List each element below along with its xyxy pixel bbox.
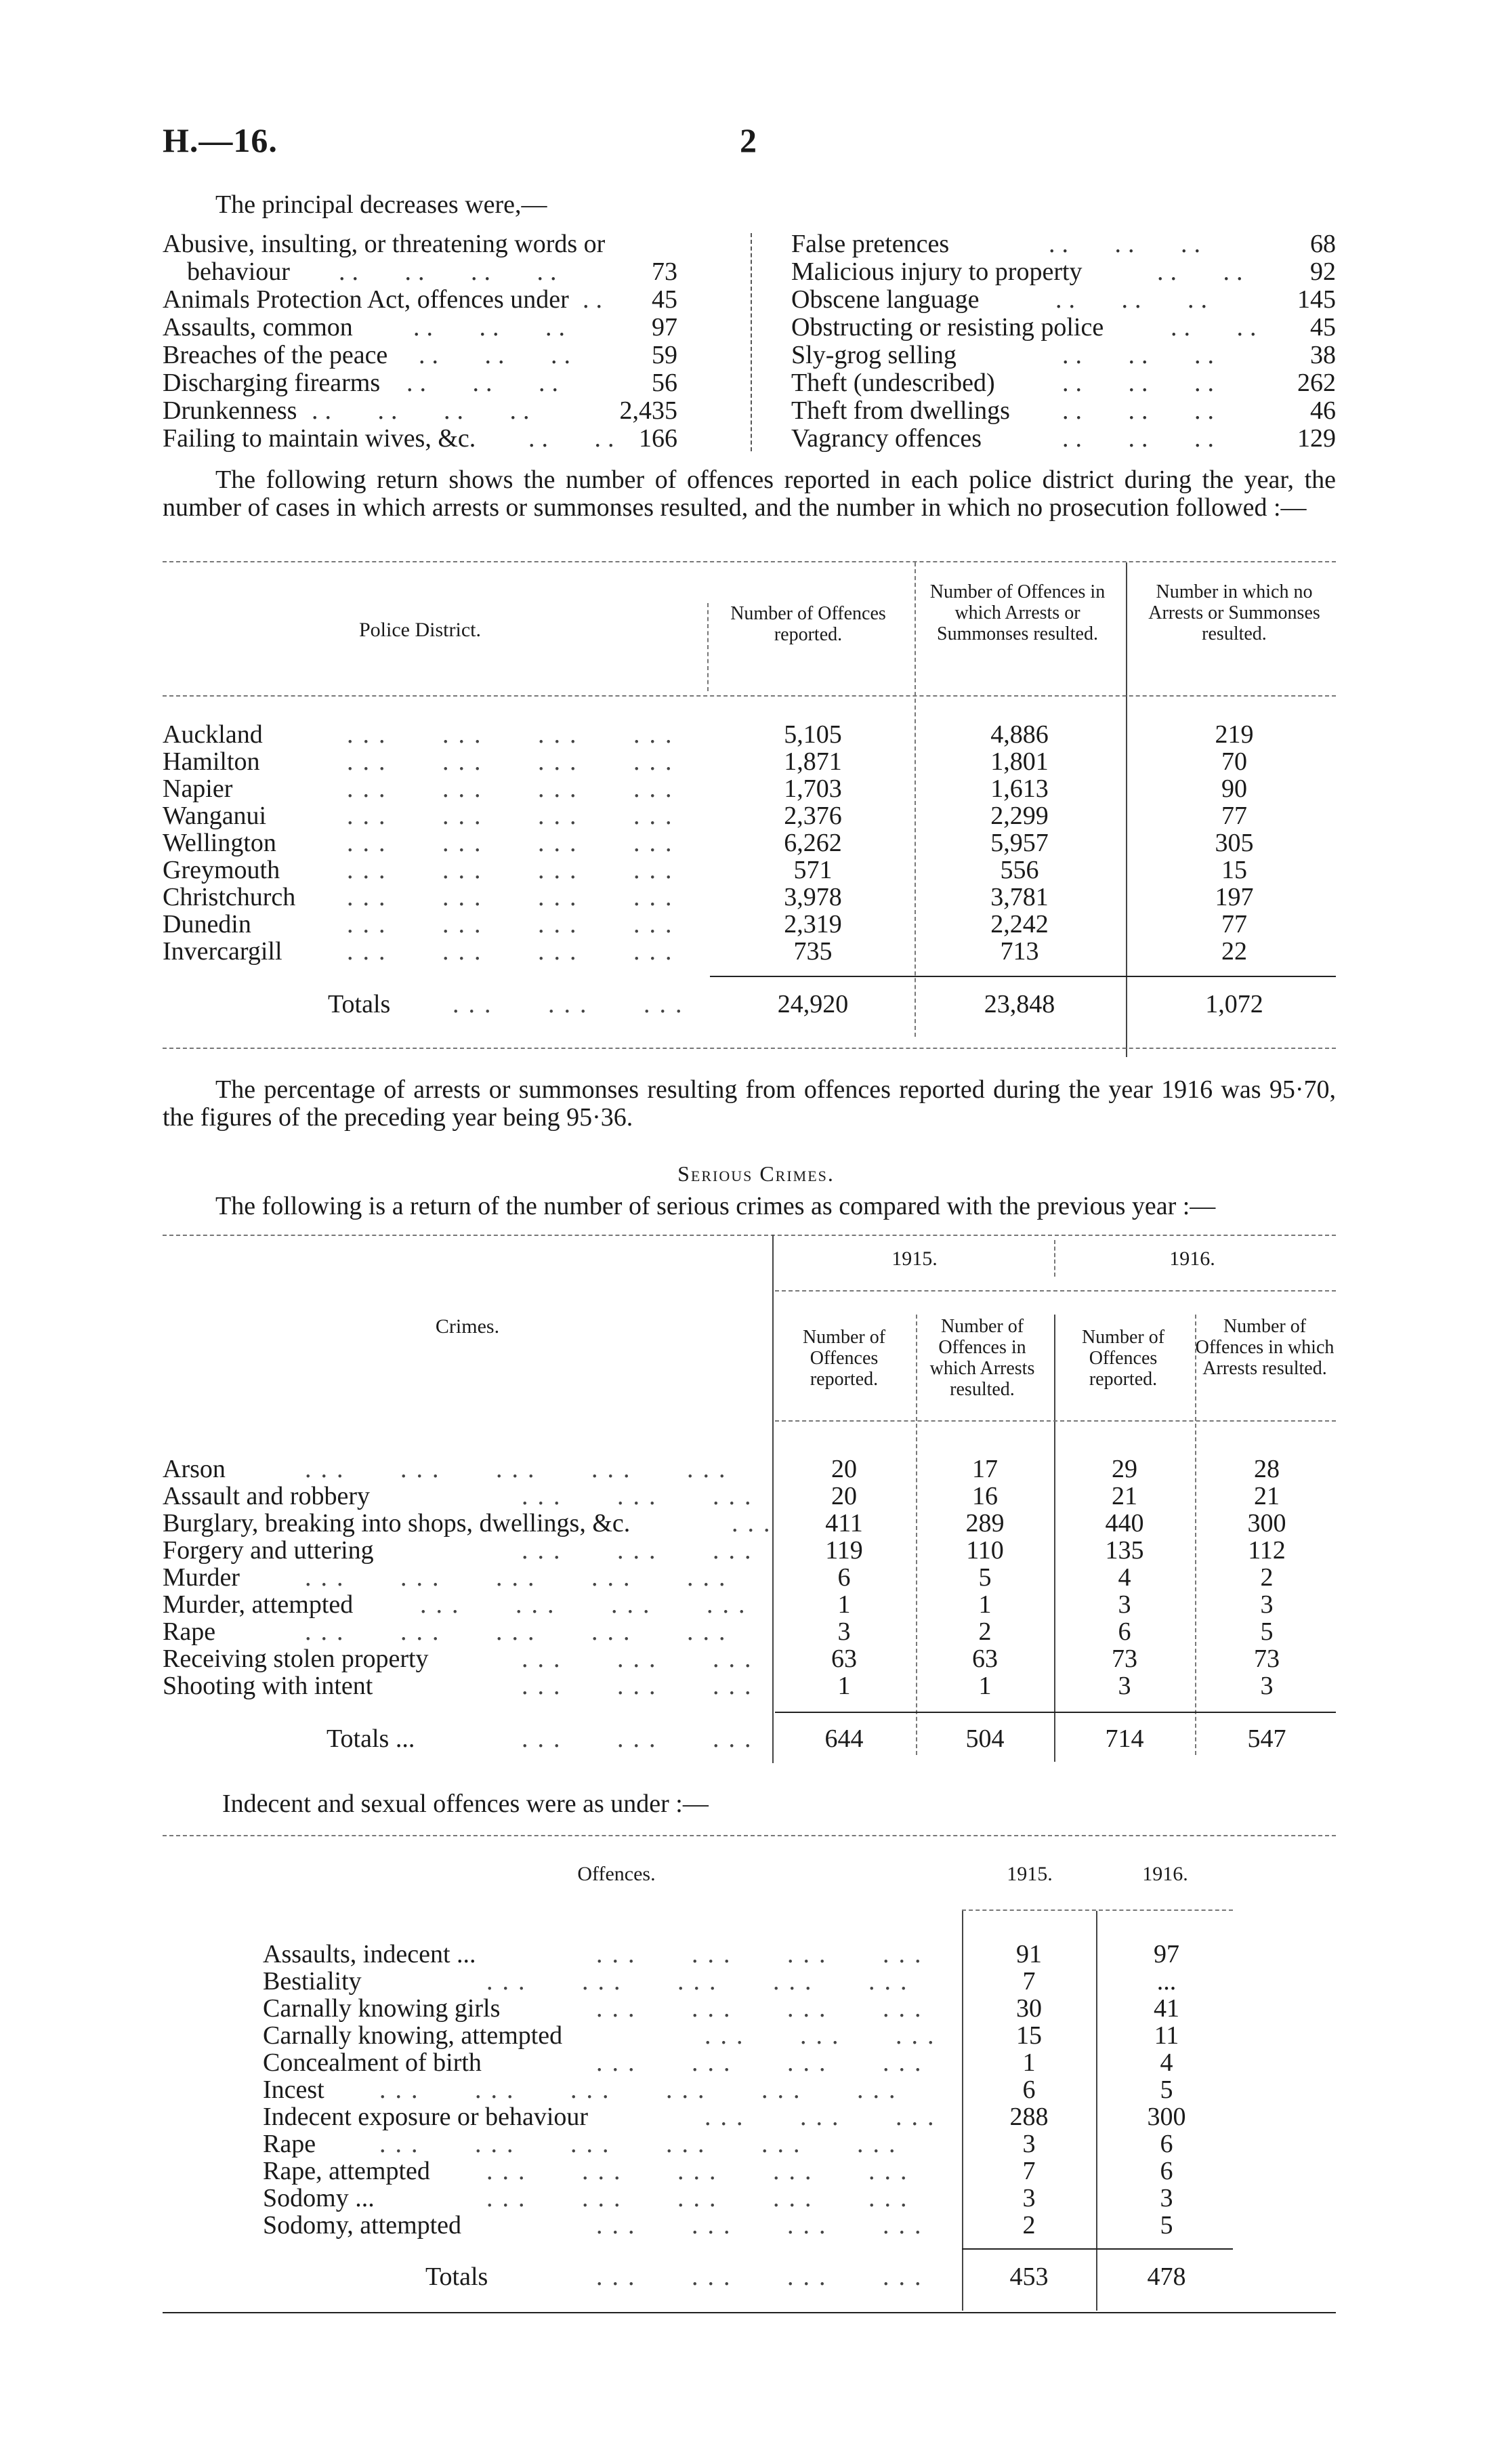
header-arrests-resulted: Number of Offences in which Arrests or Summonses resulted. (929, 581, 1106, 644)
cell-1915-reported: 1 (837, 1672, 851, 1700)
cell-1916-arrests: 73 (1254, 1645, 1280, 1673)
header-offences: Offences. (577, 1863, 656, 1885)
district-name: Auckland (163, 720, 263, 749)
cell-1915-arrests: 289 (965, 1509, 1005, 1537)
totals-label: Totals ... (327, 1725, 415, 1753)
decrease-item: Malicious injury to property .. .. 92 (791, 257, 1336, 286)
total-no-arrests: 1,072 (1205, 990, 1263, 1018)
cell-reported: 571 (793, 856, 833, 884)
district-name: Wanganui (163, 802, 267, 830)
decrease-label: Abusive, insulting, or threatening words or (163, 230, 606, 258)
district-table: Police District. Number of Offences reported. Number of Offences in which Arrests or Summonses resulted. Number in which no Arrests or Summonses resulted. Auckland ... ... ... ... 5,105 4,886 219 Hamilton ... ... ... ... 1,871 1,801 70 Napier ... ... ... ... 1,703 1,613 90 Wanganui ... ... ... ... 2,376 2,299 77 Wellington ... ... ... ... 6,262 5,957 305 Greymouth ... ... ... ... 571 556 15 Christchurch ... ... ... ... 3,978 3,781 197 Dunedin ... ... ... ... 2,319 2,242 77 Invercargill ... ... ... ... 735 713 22 Totals ... ... ... 24,920 23,848 1,072 (0, 0, 1512, 1071)
cell-1915-reported: 1 (837, 1590, 851, 1619)
cell-1916: 5 (1160, 2076, 1173, 2104)
cell-1916: 4 (1160, 2048, 1173, 2077)
decrease-item: Theft (undescribed) .. .. .. 262 (791, 369, 1336, 397)
offence-name: Rape (263, 2130, 316, 2158)
cell-1916-arrests: 300 (1247, 1509, 1286, 1537)
cell-no-arrests: 90 (1221, 775, 1247, 803)
decrease-item: False pretences .. .. .. 68 (791, 230, 1336, 258)
crime-name: Arson (163, 1455, 226, 1483)
cell-1916: 5 (1160, 2211, 1173, 2239)
total-1916: 478 (1147, 2263, 1186, 2291)
cell-1915-arrests: 1 (978, 1590, 992, 1619)
decrease-label: Theft from dwellings (791, 396, 1010, 425)
cell-1915: 3 (1022, 2184, 1036, 2212)
cell-1916: 300 (1147, 2103, 1186, 2131)
cell-no-arrests: 77 (1221, 910, 1247, 938)
cell-1915-reported: 3 (837, 1617, 851, 1646)
cell-arrests: 2,242 (990, 910, 1049, 938)
decrease-item: Drunkenness .. .. .. .. 2,435 (163, 396, 677, 425)
header-year-1915: 1915. (891, 1247, 938, 1270)
decrease-item: Vagrancy offences .. .. .. 129 (791, 424, 1336, 453)
cell-arrests: 1,801 (990, 747, 1049, 776)
cell-1915: 30 (1016, 1994, 1042, 2023)
decrease-label: Breaches of the peace (163, 341, 388, 369)
cell-1915-arrests: 1 (978, 1672, 992, 1700)
decrease-value: 145 (1297, 285, 1336, 314)
cell-1915: 7 (1022, 1967, 1036, 1996)
cell-1915: 7 (1022, 2157, 1036, 2185)
cell-1915-reported: 20 (831, 1482, 857, 1510)
district-name: Napier (163, 775, 233, 803)
decrease-label: behaviour (187, 257, 290, 286)
header-police-district: Police District. (359, 619, 481, 641)
cell-1916-reported: 73 (1112, 1645, 1137, 1673)
offence-name: Indecent exposure or behaviour (263, 2103, 589, 2131)
cell-1916-arrests: 112 (1248, 1536, 1286, 1565)
cell-no-arrests: 70 (1221, 747, 1247, 776)
cell-reported: 1,871 (784, 747, 842, 776)
cell-arrests: 2,299 (990, 802, 1049, 830)
cell-arrests: 5,957 (990, 829, 1049, 857)
total-arrests: 23,848 (984, 990, 1055, 1018)
cell-1916: 6 (1160, 2130, 1173, 2158)
page-number: 2 (740, 121, 757, 159)
cell-1915-reported: 411 (825, 1509, 863, 1537)
serious-intro: The following is a return of the number of serious crimes as compared with the previous year :— (215, 1192, 1216, 1220)
cell-reported: 2,319 (784, 910, 842, 938)
header-year-1916: 1916. (1169, 1247, 1215, 1270)
header-1915-arrests: Number of Offences in which Arrests resulted. (929, 1316, 1035, 1400)
offence-name: Rape, attempted (263, 2157, 430, 2185)
decrease-label: Failing to maintain wives, &c. (163, 424, 476, 453)
cell-no-arrests: 197 (1215, 883, 1254, 911)
decrease-value: 45 (652, 285, 677, 314)
decrease-item: Obstructing or resisting police .. .. 45 (791, 313, 1336, 342)
cell-1916-reported: 440 (1105, 1509, 1144, 1537)
header-year-1916: 1916. (1142, 1863, 1188, 1885)
cell-1915: 288 (1009, 2103, 1049, 2131)
percentage-text: The percentage of arrests or summonses resulting from offences reported during the year 1916 was 95·70, the figures of the preceding year being 95·36. (163, 1075, 1336, 1132)
crime-name: Receiving stolen property (163, 1645, 429, 1673)
cell-1916-arrests: 28 (1254, 1455, 1280, 1483)
crime-name: Burglary, breaking into shops, dwellings, &c. (163, 1509, 631, 1537)
decrease-item: Sly-grog selling .. .. .. 38 (791, 341, 1336, 369)
cell-arrests: 1,613 (990, 775, 1049, 803)
decrease-value: 68 (1310, 230, 1336, 258)
header-1916-arrests: Number of Offences in which Arrests resulted. (1195, 1316, 1335, 1379)
cell-1916-arrests: 5 (1260, 1617, 1274, 1646)
crime-name: Assault and robbery (163, 1482, 371, 1510)
offence-name: Sodomy ... (263, 2184, 375, 2212)
total-1915: 453 (1009, 2263, 1049, 2291)
crime-name: Murder (163, 1563, 240, 1592)
decrease-label: Obstructing or resisting police (791, 313, 1104, 342)
cell-1915-arrests: 16 (972, 1482, 998, 1510)
indecent-offences-table: Offences. 1915. 1916. Assaults, indecent ... ... ... ... ... 91 97 Bestiality ... ... ... ... ... 7 ... Carnally knowing girls ... ... ... ... 30 41 Carnally knowing, attempted ... ... ... 15 11 Concealment of birth ... ... ... ... 1 4 Incest ... ... ... ... ... ... 6 5 Indecent exposure or behaviour ... ... ... 288 300 Rape ... ... ... ... ... ... 3 6 Rape, attempted ... ... ... ... ... 7 6 Sodomy ... ... ... ... ... ... 3 3 Sodomy, attempted ... ... ... ... 2 5 Totals ... ... ... ... 453 478 (0, 0, 1512, 2345)
cell-1915: 3 (1022, 2130, 1036, 2158)
cell-1916-reported: 6 (1118, 1617, 1131, 1646)
cell-no-arrests: 219 (1215, 720, 1254, 749)
decrease-item: Obscene language .. .. .. 145 (791, 285, 1336, 314)
district-name: Hamilton (163, 747, 260, 776)
cell-reported: 2,376 (784, 802, 842, 830)
cell-1916: 11 (1154, 2021, 1179, 2050)
cell-1915-arrests: 5 (978, 1563, 992, 1592)
table-top-rule (163, 1835, 1336, 1836)
cell-reported: 5,105 (784, 720, 842, 749)
offence-name: Concealment of birth (263, 2048, 482, 2077)
cell-1915-arrests: 2 (978, 1617, 992, 1646)
header-crimes: Crimes. (435, 1315, 500, 1338)
decrease-value: 262 (1297, 369, 1336, 397)
cell-1916: 6 (1160, 2157, 1173, 2185)
decrease-item: behaviour .. .. .. .. 73 (187, 257, 677, 286)
decrease-label: Sly-grog selling (791, 341, 957, 369)
cell-1915-reported: 63 (831, 1645, 857, 1673)
header-no-arrests: Number in which no Arrests or Summonses resulted. (1148, 581, 1320, 644)
crime-name: Rape (163, 1617, 216, 1646)
decrease-label: Vagrancy offences (791, 424, 982, 453)
totals-label: Totals (328, 990, 391, 1018)
cell-1916-reported: 21 (1112, 1482, 1137, 1510)
decrease-value: 46 (1310, 396, 1336, 425)
district-name: Wellington (163, 829, 276, 857)
crime-name: Shooting with intent (163, 1672, 373, 1700)
total-1915-arrests: 504 (965, 1725, 1005, 1753)
cell-1916: 41 (1154, 1994, 1179, 2023)
decrease-item: Failing to maintain wives, &c. .. .. 166 (163, 424, 677, 453)
cell-1916: ... (1156, 1967, 1177, 1996)
crime-name: Murder, attempted (163, 1590, 354, 1619)
cell-1915-reported: 119 (825, 1536, 863, 1565)
district-name: Christchurch (163, 883, 296, 911)
serious-crimes-title: Serious Crimes. (677, 1161, 835, 1186)
cell-1916-reported: 3 (1118, 1590, 1131, 1619)
decrease-value: 97 (652, 313, 677, 342)
header-offences-reported: Number of Offences reported. (730, 603, 886, 645)
cell-1915: 2 (1022, 2211, 1036, 2239)
decreases-intro: The principal decreases were,— (215, 190, 547, 219)
total-1916-reported: 714 (1105, 1725, 1144, 1753)
cell-1916-reported: 29 (1112, 1455, 1137, 1483)
cell-1915-reported: 6 (837, 1563, 851, 1592)
decrease-label: Drunkenness (163, 396, 297, 425)
offence-name: Sodomy, attempted (263, 2211, 462, 2239)
cell-1915-arrests: 17 (972, 1455, 998, 1483)
decrease-label: Obscene language (791, 285, 980, 314)
decrease-value: 45 (1310, 313, 1336, 342)
decrease-label: Discharging firearms (163, 369, 381, 397)
total-1915-reported: 644 (824, 1725, 864, 1753)
decrease-value: 2,435 (619, 396, 677, 425)
offence-name: Bestiality (263, 1967, 362, 1996)
cell-1916-arrests: 2 (1260, 1563, 1274, 1592)
decrease-label: Animals Protection Act, offences under (163, 285, 569, 314)
decrease-label: Theft (undescribed) (791, 369, 995, 397)
cell-1915: 91 (1016, 1940, 1042, 1968)
cell-arrests: 713 (1000, 937, 1039, 966)
decrease-value: 56 (652, 369, 677, 397)
decrease-value: 73 (652, 257, 677, 286)
header-bottom-rule (962, 1909, 1233, 1911)
cell-reported: 3,978 (784, 883, 842, 911)
header-year-1915: 1915. (1007, 1863, 1053, 1885)
indecent-intro: Indecent and sexual offences were as under :— (222, 1790, 709, 1818)
column-divider (962, 1911, 963, 2311)
serious-crimes-table: 1915. 1916. Crimes. Number of Offences reported. Number of Offences in which Arrests resulted. Number of Offences reported. Number of Offences in which Arrests resulted. Arson ... ... ... ... ... 20 17 29 28 Assault and robbery ... ... ... 20 16 21 21 Burglary, breaking into shops, dwellings, &c. ... 411 289 440 300 Forgery and uttering ... ... ... 119 110 135 112 Murder ... ... ... ... ... 6 5 4 2 Murder, attempted ... ... ... ... 1 1 3 3 Rape ... ... ... ... ... 3 2 6 5 Receiving stolen property ... ... ... 63 63 73 73 Shooting with intent ... ... ... 1 1 3 3 Totals ... ... ... ... 644 504 714 547 (0, 0, 1512, 1789)
cell-no-arrests: 15 (1221, 856, 1247, 884)
cell-reported: 735 (793, 937, 833, 966)
cell-arrests: 3,781 (990, 883, 1049, 911)
cell-1916-reported: 135 (1105, 1536, 1144, 1565)
decrease-value: 129 (1297, 424, 1336, 453)
cell-1916: 97 (1154, 1940, 1179, 1968)
cell-no-arrests: 22 (1221, 937, 1247, 966)
offence-name: Assaults, indecent ... (263, 1940, 476, 1968)
table-bottom-rule (163, 2312, 1336, 2313)
decrease-item: Animals Protection Act, offences under .. 45 (163, 285, 677, 314)
cell-1916-arrests: 3 (1260, 1672, 1274, 1700)
cell-1916-arrests: 21 (1254, 1482, 1280, 1510)
return-intro-text: The following return shows the number of offences reported in each police district during the year, the number of cases in which arrests or summonses resulted, and the number in which no prosecution followed :— (163, 466, 1336, 522)
total-1916-arrests: 547 (1247, 1725, 1286, 1753)
header-1916-reported: Number of Offences reported. (1081, 1327, 1165, 1390)
total-reported: 24,920 (777, 990, 849, 1018)
decrease-item: Assaults, common .. .. .. 97 (163, 313, 677, 342)
cell-1915-arrests: 110 (966, 1536, 1004, 1565)
district-name: Dunedin (163, 910, 251, 938)
decrease-label: Assaults, common (163, 313, 353, 342)
decrease-item: Theft from dwellings .. .. .. 46 (791, 396, 1336, 425)
offence-name: Incest (263, 2076, 324, 2104)
cell-reported: 6,262 (784, 829, 842, 857)
decrease-label: Malicious injury to property (791, 257, 1083, 286)
decrease-item: Breaches of the peace .. .. .. 59 (163, 341, 677, 369)
decrease-item: Discharging firearms .. .. .. 56 (163, 369, 677, 397)
offence-name: Carnally knowing, attempted (263, 2021, 563, 2050)
cell-reported: 1,703 (784, 775, 842, 803)
decrease-value: 166 (639, 424, 677, 453)
cell-arrests: 556 (1000, 856, 1039, 884)
cell-1915-arrests: 63 (972, 1645, 998, 1673)
cell-1915: 6 (1022, 2076, 1036, 2104)
cell-1915-reported: 20 (831, 1455, 857, 1483)
totals-label: Totals (425, 2263, 488, 2291)
district-name: Invercargill (163, 937, 282, 966)
decrease-value: 38 (1310, 341, 1336, 369)
column-divider (1096, 1911, 1097, 2311)
cell-1915: 15 (1016, 2021, 1042, 2050)
cell-1916-reported: 4 (1118, 1563, 1131, 1592)
totals-rule (962, 2248, 1233, 2250)
offence-name: Carnally knowing girls (263, 1994, 501, 2023)
cell-no-arrests: 77 (1221, 802, 1247, 830)
cell-1916: 3 (1160, 2184, 1173, 2212)
header-1915-reported: Number of Offences reported. (802, 1327, 886, 1390)
cell-1916-reported: 3 (1118, 1672, 1131, 1700)
cell-1915: 1 (1022, 2048, 1036, 2077)
crime-name: Forgery and uttering (163, 1536, 374, 1565)
decrease-value: 59 (652, 341, 677, 369)
report-reference: H.—16. (163, 121, 278, 159)
decrease-label: False pretences (791, 230, 950, 258)
district-name: Greymouth (163, 856, 280, 884)
cell-1916-arrests: 3 (1260, 1590, 1274, 1619)
cell-no-arrests: 305 (1215, 829, 1254, 857)
decrease-value: 92 (1310, 257, 1336, 286)
cell-arrests: 4,886 (990, 720, 1049, 749)
